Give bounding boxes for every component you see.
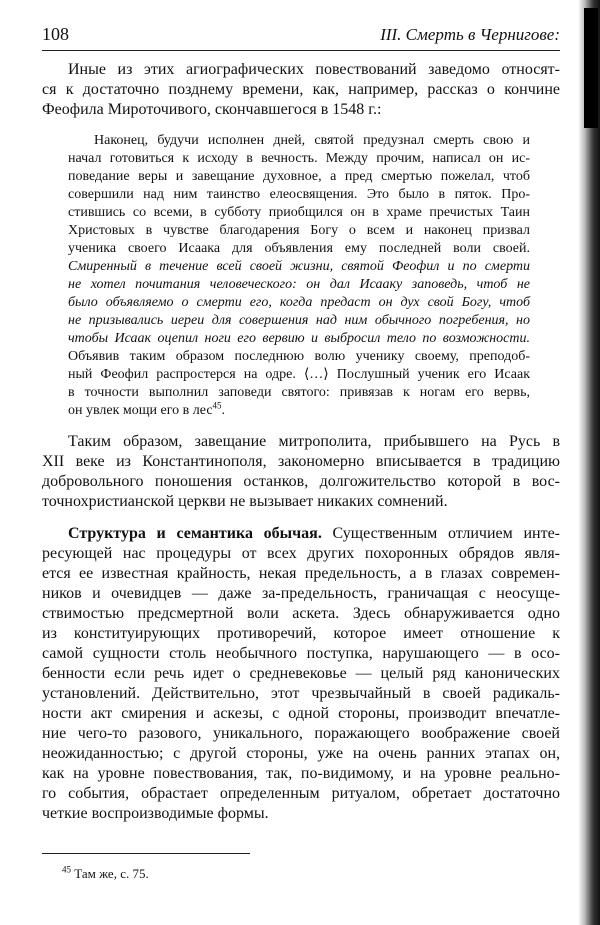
text-line — [68, 258, 530, 276]
line-text: установлений. Действительно, этот чрезвычайный в своей радикаль- — [42, 685, 560, 702]
text-line: он увлек мощи его в лес$^{45}$. — [68, 400, 226, 418]
line-text: не хотел почитания человеческого: он дал Исааку заповедь, чтоб не — [68, 277, 530, 292]
line-text: Наконец, будучи исполнен дней, святой предузнал смерть свою и — [94, 133, 530, 148]
line-text: неожиданностью; с другой стороны, уже на очень ранних этапах он, — [42, 745, 560, 762]
text-line — [42, 100, 560, 120]
page-number: 108 — [42, 24, 69, 44]
text-line — [42, 564, 560, 584]
text-line — [42, 664, 560, 684]
text-line — [68, 276, 530, 294]
text-line — [68, 312, 530, 330]
text-line — [68, 384, 530, 402]
running-title: III. Смерть в Чернигове: — [380, 25, 560, 44]
line-text: XII веке из Константинополя, закономерно вписывается в традицию — [42, 453, 560, 470]
footnote-rule — [42, 853, 250, 854]
line-text: из конституирующих противоречий, которое имеет отношение к — [42, 625, 560, 642]
text-line — [68, 222, 530, 240]
line-text: чтобы Исаак оцепил ноги его вервию и выбросил тело по возможности. — [68, 331, 530, 346]
text-line — [68, 150, 530, 168]
line-text: ется ее известная крайность, некая предельность, а в глазах современ- — [42, 565, 560, 582]
paragraph-conclusion — [42, 432, 560, 512]
line-text: Христовых в чувстве благодарения Богу о всем и наконец призвал — [68, 223, 530, 238]
line-text: Таким образом, завещание митрополита, прибывшего на Русь в — [68, 433, 560, 450]
text-line — [42, 492, 560, 512]
text-line — [42, 452, 560, 472]
text-line — [42, 744, 560, 764]
text-line — [68, 366, 530, 384]
line-text: в точности выполнил заповеди святого: привязав к ногам его вервь, — [68, 385, 530, 400]
line-text: ние чего-то разового, уникального, поражающего воображение своей — [42, 725, 560, 742]
line-text: не призывались иереи для совершения над ним обычного погребения, но — [68, 313, 530, 328]
paragraph-intro — [42, 60, 560, 120]
line-text: Объявив таким образом последнюю волю ученику своему, преподоб- — [68, 349, 530, 364]
footnote — [62, 866, 149, 882]
footnote-number: 45 — [62, 864, 71, 875]
line-text: поведание веры и завещание духовное, а пред смертью пожелал, чтоб — [68, 169, 530, 184]
text-line — [68, 348, 530, 366]
line-text: самой сущности столь необычного поступка, нарушающего — в осо- — [42, 645, 560, 662]
line-text: он увлек мощи его в лес — [68, 403, 213, 418]
text-line — [42, 644, 560, 664]
text-line — [42, 80, 560, 100]
text-line — [68, 330, 530, 348]
text-line — [42, 60, 560, 80]
section-heading: Структура и семантика обычая. — [68, 525, 322, 542]
text-line — [42, 624, 560, 644]
line-text: Смиренный в течение всей своей жизни, святой Феофил и по смерти — [68, 259, 530, 274]
text-line — [42, 524, 560, 544]
footnote-ref[interactable]: 45 — [212, 400, 222, 411]
text-line — [42, 684, 560, 704]
text-line — [42, 604, 560, 624]
paragraph-gap — [42, 512, 560, 524]
text-line — [68, 240, 530, 258]
text-line — [42, 784, 560, 804]
line-text: как на уровне повествования, так, по-видимому, и на уровне реально- — [42, 765, 560, 782]
text-line — [68, 294, 530, 312]
line-text: точнохристианской церкви не вызывает никаких сомнений. — [42, 493, 448, 510]
line-text: ности акт смирения и аскезы, с одной стороны, производит впечатле- — [42, 705, 560, 722]
block-quote — [68, 132, 530, 420]
text-line — [68, 168, 530, 186]
line-text: ся к достаточно позднему времени, как, например, рассказ о кончине — [42, 81, 560, 98]
text-line — [42, 472, 560, 492]
page-header — [42, 22, 560, 51]
scan-edge-shadow — [584, 8, 598, 128]
text-line — [42, 804, 560, 824]
text-line — [42, 544, 560, 564]
line-text: четкие воспроизводимые формы. — [42, 805, 269, 822]
line-text: начал готовиться к исходу в вечность. Между прочим, написал он ис- — [68, 151, 530, 166]
text-line — [42, 432, 560, 452]
line-text: Иные из этих агиографических повествований заведомо относят- — [68, 61, 560, 78]
line-text: стившись со всеми, в субботу приобщился он в храме пречистых Таин — [68, 205, 530, 220]
line-text: го события, обрастает определенным ритуалом, обретает достаточно — [42, 785, 560, 802]
text-line — [42, 584, 560, 604]
line-text: Существенным отличием инте- — [321, 525, 561, 542]
line-text: Феофила Мироточивого, скончавшегося в 1548 г.: — [42, 101, 382, 118]
line-text: ствимостью предсмертной воли аскета. Здесь обнаруживается одно — [42, 605, 560, 622]
line-text: ресующей нас процедуры от всех других похоронных обрядов явля- — [42, 545, 560, 562]
line-text: ников и очевидцев — даже за-предельность, граничащая с неосуще- — [42, 585, 560, 602]
paragraph-structure — [42, 524, 560, 824]
text-line — [42, 724, 560, 744]
line-text: было объявляемо о смерти его, когда предаст он дух свой Богу, чтоб — [68, 295, 530, 310]
text-line — [68, 132, 530, 150]
scan-edge — [578, 0, 600, 925]
page-body — [42, 60, 560, 824]
text-line — [68, 186, 530, 204]
line-text: бенности если речь идет о средневековье — целый ряд канонических — [42, 665, 560, 682]
text-line — [42, 704, 560, 724]
line-text: добровольного поношения останков, долгожительство которой в вос- — [42, 473, 560, 490]
footnote-text: Там же, с. 75. — [71, 866, 149, 881]
line-text: совершили над ним таинство елеосвящения. Это было в пяток. Про- — [68, 187, 530, 202]
line-text: ученика своего Исаака для объявления ему последней воли своей. — [68, 241, 530, 256]
text-line — [42, 764, 560, 784]
text-line — [68, 204, 530, 222]
line-text: ный Феофил распростерся на одре. ⟨…⟩ Послушный ученик его Исаак — [68, 367, 530, 382]
